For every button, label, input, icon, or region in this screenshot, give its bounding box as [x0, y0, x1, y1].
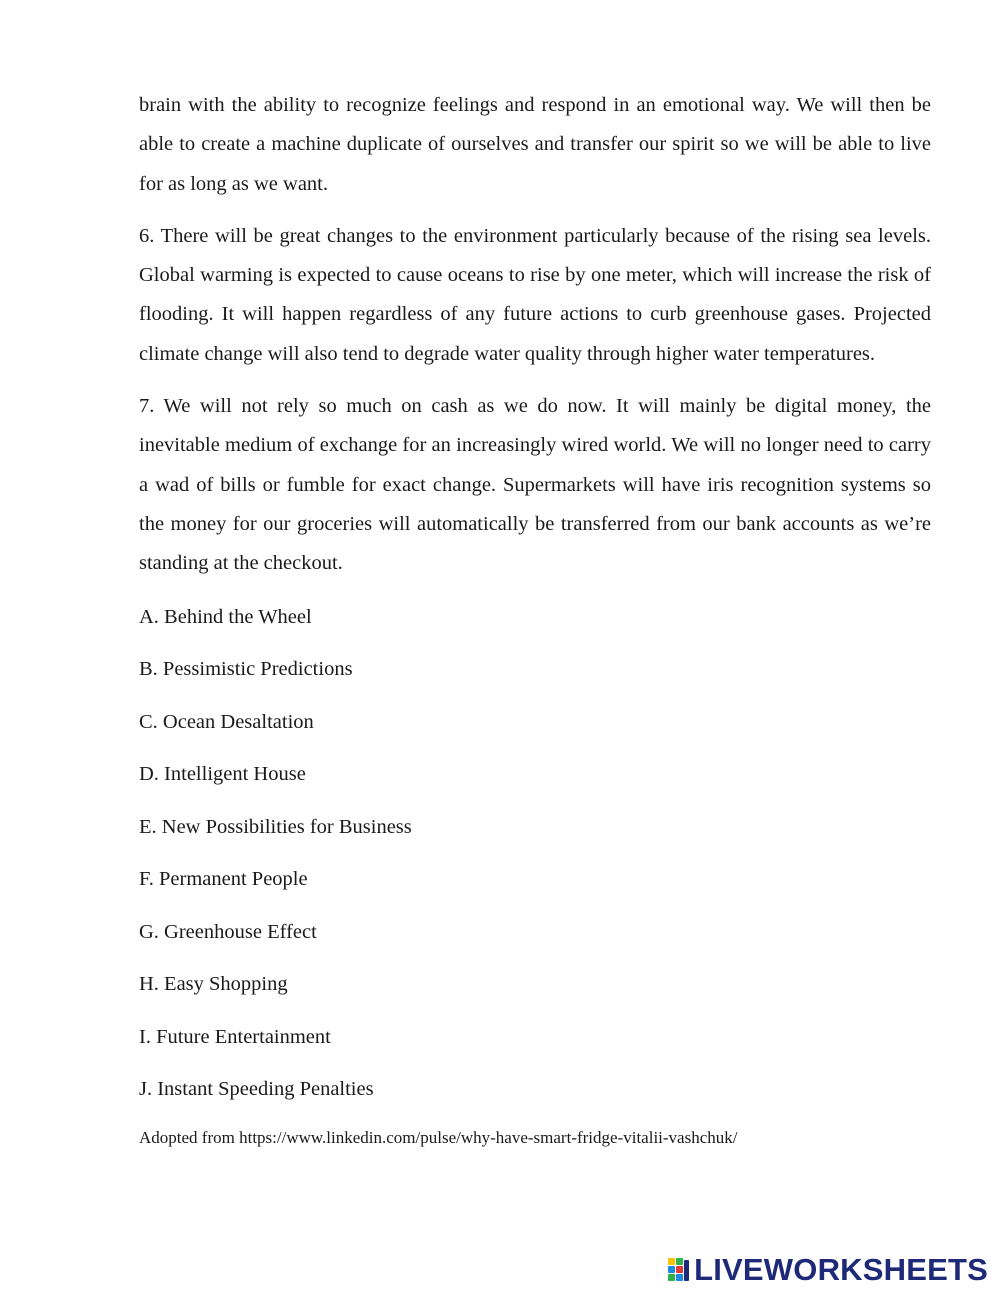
headings-list [139, 604, 931, 1103]
liveworksheets-logo-icon [667, 1256, 691, 1284]
heading-option-i: I. Future Entertainment [139, 1025, 331, 1048]
brand-name: LIVEWORKSHEETS [694, 1252, 988, 1287]
heading-option-b: B. Pessimistic Predictions [139, 658, 353, 681]
heading-option-g: G. Greenhouse Effect [139, 920, 317, 943]
liveworksheets-brand [667, 1252, 988, 1288]
source-citation: Adopted from https://www.linkedin.com/pulse/why-have-smart-fridge-vitalii-vashchuk/ [139, 1127, 738, 1147]
paragraph-5-continued: brain with the ability to recognize feelings and respond in an emotional way. We will then be able to create a machine duplicate of ourselves and transfer our spirit so we will be able to live for as long as we want. [139, 94, 931, 195]
document-page [139, 86, 931, 1149]
heading-option-d: D. Intelligent House [139, 763, 306, 786]
paragraph-6: 6. There will be great changes to the environment particularly because of the rising sea levels. Global warming is expected to cause oceans to rise by one meter, which will increase the risk of flooding. It will happen regardless of any future actions to curb greenhouse gases. Projected climate change will also tend to degrade water quality through higher water temperatures. [139, 224, 931, 365]
heading-option-f: F. Permanent People [139, 868, 308, 891]
heading-option-a: A. Behind the Wheel [139, 605, 312, 628]
heading-option-c: C. Ocean Desaltation [139, 710, 314, 733]
paragraph-7: 7. We will not rely so much on cash as we do now. It will mainly be digital money, the inevitable medium of exchange for an increasingly wired world. We will no longer need to carry a wad of bills or fumble for exact change. Supermarkets will have iris recognition systems so the money for our groceries will automatically be transferred from our bank accounts as we’re standing at the checkout. [139, 395, 931, 575]
heading-option-e: E. New Possibilities for Business [139, 815, 412, 838]
heading-option-h: H. Easy Shopping [139, 973, 288, 996]
heading-option-j: J. Instant Speeding Penalties [139, 1078, 374, 1101]
